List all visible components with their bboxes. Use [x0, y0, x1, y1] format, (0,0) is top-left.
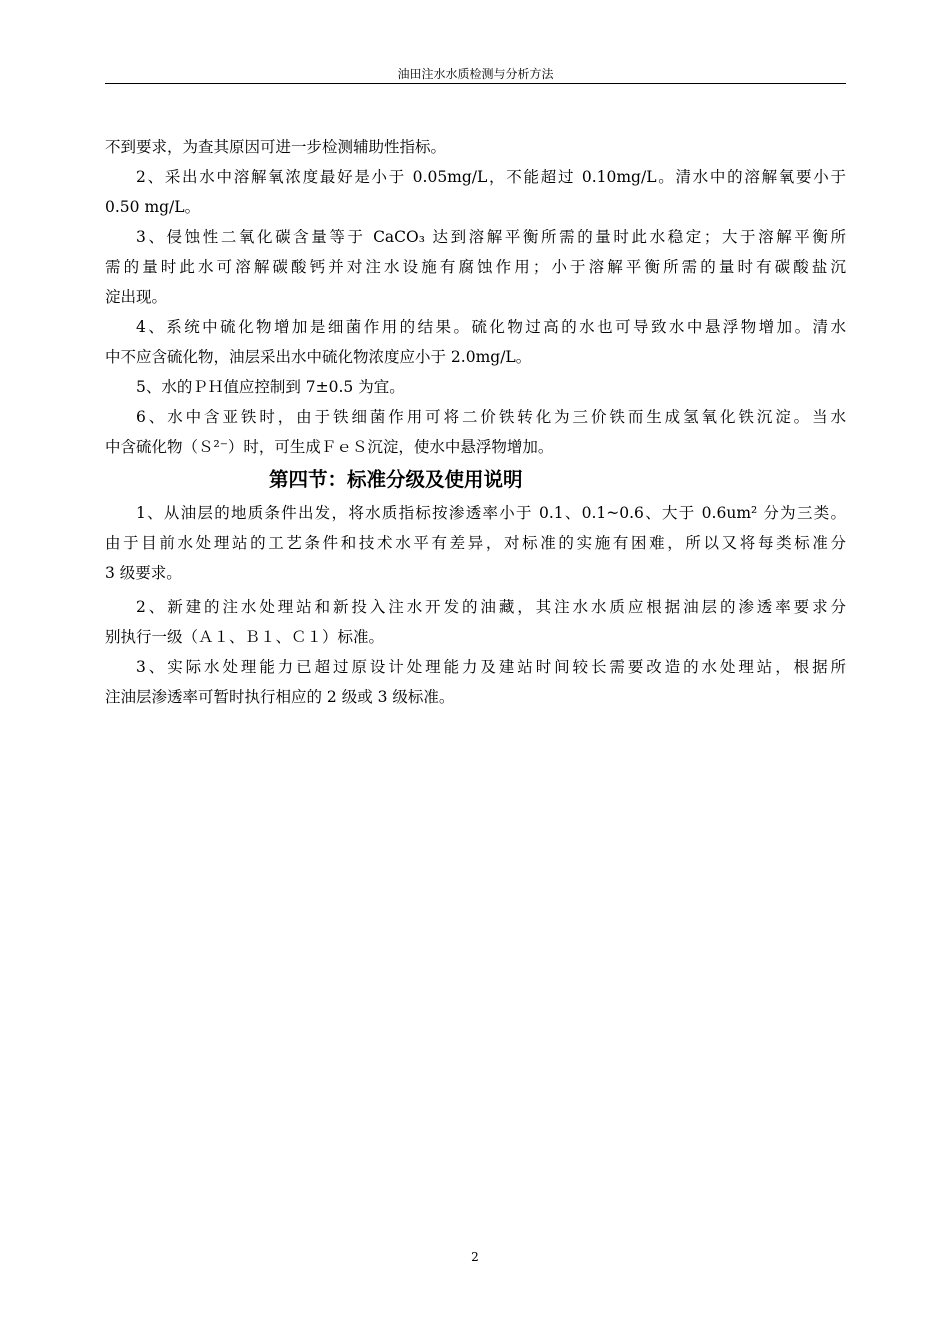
running-header: 油田注水水质检测与分析方法 [397, 67, 554, 81]
paragraph-line: 0.50 mg/L。 [105, 198, 201, 216]
paragraph-line: 5、水的ＰＨ值应控制到 7±0.5 为宜。 [136, 378, 405, 396]
paragraph-line: 由于目前水处理站的工艺条件和技术水平有差异，对标准的实施有困难，所以又将每类标准分 [105, 534, 846, 552]
paragraph-line: 淀出现。 [105, 288, 168, 306]
section-heading: 第四节：标准分级及使用说明 [269, 468, 523, 491]
paragraph-line: 4、系统中硫化物增加是细菌作用的结果。硫化物过高的水也可导致水中悬浮物增加。清水 [136, 318, 846, 336]
page-number: 2 [471, 1250, 479, 1264]
document-body [105, 132, 846, 712]
paragraph-line: 2、新建的注水处理站和新投入注水开发的油藏，其注水水质应根据油层的渗透率要求分 [136, 598, 846, 616]
paragraph-line: 3 级要求。 [105, 564, 182, 582]
paragraph-line: 注油层渗透率可暂时执行相应的 2 级或 3 级标准。 [105, 688, 455, 706]
paragraph-line: 1、从油层的地质条件出发，将水质指标按渗透率小于 0.1、0.1~0.6、大于 0.6um² 分为三类。 [136, 504, 846, 522]
paragraph-line: 别执行一级（Ａ１、Ｂ１、Ｃ１）标准。 [105, 628, 385, 646]
paragraph-line: 中含硫化物（Ｓ²⁻）时，可生成ＦｅＳ沉淀，使水中悬浮物增加。 [105, 438, 554, 456]
paragraph-line: 中不应含硫化物，油层采出水中硫化物浓度应小于 2.0mg/L。 [105, 348, 532, 366]
paragraph-line: 6、水中含亚铁时，由于铁细菌作用可将二价铁转化为三价铁而生成氢氧化铁沉淀。当水 [136, 408, 846, 426]
header-divider [105, 83, 846, 84]
paragraph-line: 需的量时此水可溶解碳酸钙并对注水设施有腐蚀作用；小于溶解平衡所需的量时有碳酸盐沉 [105, 258, 846, 276]
paragraph-line: 2、采出水中溶解氧浓度最好是小于 0.05mg/L，不能超过 0.10mg/L。清水中的溶解氧要小于 [136, 168, 846, 186]
paragraph-line: 3、实际水处理能力已超过原设计处理能力及建站时间较长需要改造的水处理站，根据所 [136, 658, 846, 676]
paragraph-line: 3、侵蚀性二氧化碳含量等于 CaCO₃ 达到溶解平衡所需的量时此水稳定；大于溶解平衡所 [136, 228, 846, 246]
paragraph-line: 不到要求，为查其原因可进一步检测辅助性指标。 [105, 138, 447, 156]
